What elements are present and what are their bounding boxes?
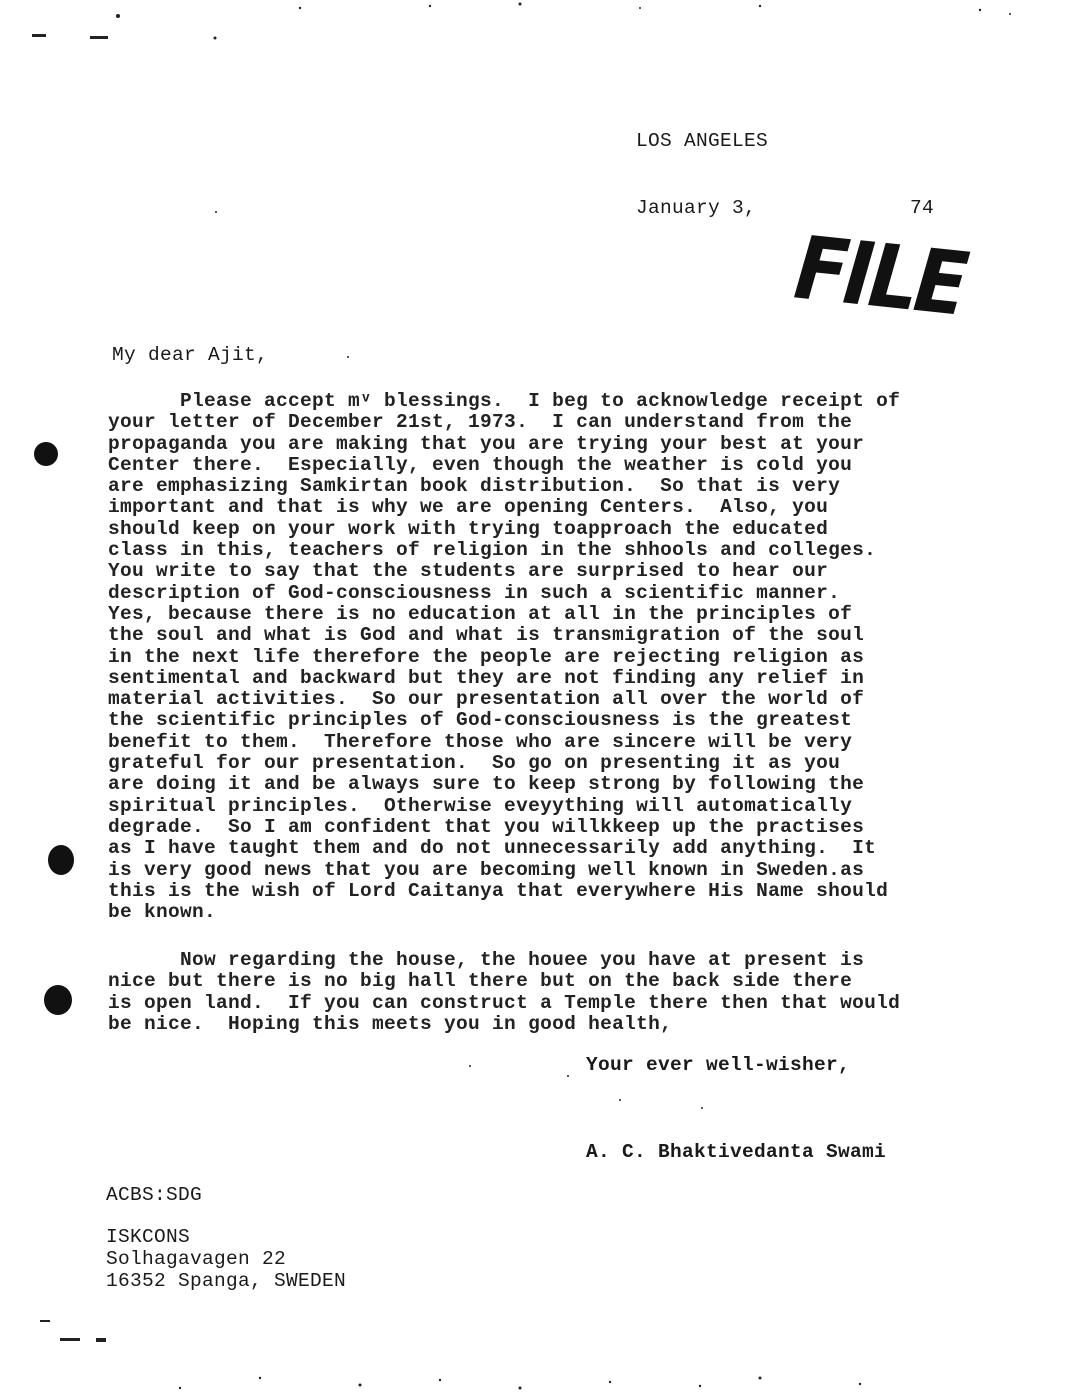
address-line: ISKCONS <box>106 1226 191 1248</box>
body-line: Now regarding the house, the houee you have at present is <box>108 949 865 971</box>
reference-initials: ACBS:SDG <box>106 1184 203 1206</box>
body-line: this is the wish of Lord Caitanya that everywhere His Name should <box>108 879 889 902</box>
address-line: Solhagavagen 22 <box>106 1248 287 1270</box>
body-line: be nice. Hoping this meets you in good health, <box>108 1012 673 1035</box>
body-line: degrade. So I am confident that you willkkeep up the practises <box>108 815 865 838</box>
body-line: are emphasizing Samkirtan book distribution. So that is very <box>108 475 841 498</box>
body-line: class in this, teachers of religion in the shhools and colleges. <box>108 539 877 562</box>
body-line: nice but there is no big hall there but on the back side there <box>108 970 853 993</box>
body-line: the soul and what is God and what is transmigration of the soul <box>108 624 865 647</box>
body-line: grateful for our presentation. So go on presenting it as you <box>108 752 841 775</box>
body-line: as I have taught them and do not unnecessarily add anything. It <box>108 837 877 860</box>
body-line: the scientific principles of God-consciousness is the greatest <box>108 709 853 732</box>
body-line: is open land. If you can construct a Temple there then that would <box>108 991 901 1014</box>
salutation: My dear Ajit, <box>112 344 269 366</box>
body-line: should keep on your work with trying toapproach the educated <box>108 517 829 540</box>
body-line: Please accept mᵛ blessings. I beg to acknowledge receipt of <box>108 390 901 412</box>
body-line: benefit to them. Therefore those who are sincere will be very <box>108 730 853 753</box>
body-line: is very good news that you are becoming well known in Sweden.as <box>108 858 865 881</box>
body-line: Center there. Especially, even though the weather is cold you <box>108 453 853 476</box>
body-line: be known. <box>108 901 217 924</box>
signature: A. C. Bhaktivedanta Swami <box>586 1141 887 1163</box>
letter-place: LOS ANGELES <box>636 130 769 152</box>
body-line: your letter of December 21st, 1973. I can understand from the <box>108 411 853 434</box>
letter-date: January 3, <box>636 197 757 219</box>
file-stamp: FILE <box>790 218 970 336</box>
body-line: are doing it and be always sure to keep strong by following the <box>108 773 865 796</box>
body-line: important and that is why we are opening Centers. Also, you <box>108 496 829 519</box>
address-line: 16352 Spanga, SWEDEN <box>106 1270 347 1292</box>
body-line: You write to say that the students are surprised to hear our <box>108 560 829 583</box>
body-line: sentimental and backward but they are not finding any relief in <box>108 666 865 689</box>
body-line: in the next life therefore the people are rejecting religion as <box>108 645 865 668</box>
body-line: material activities. So our presentation all over the world of <box>108 688 865 711</box>
body-line: description of God-consciousness in such a scientific manner. <box>108 581 841 604</box>
body-line: propaganda you are making that you are trying your best at your <box>108 432 865 455</box>
body-line: spiritual principles. Otherwise eveyything will automatically <box>108 794 853 817</box>
body-line: Yes, because there is no education at all in the principles of <box>108 602 853 625</box>
closing: Your ever well-wisher, <box>586 1054 851 1076</box>
letter-date-year: 74 <box>910 197 935 219</box>
